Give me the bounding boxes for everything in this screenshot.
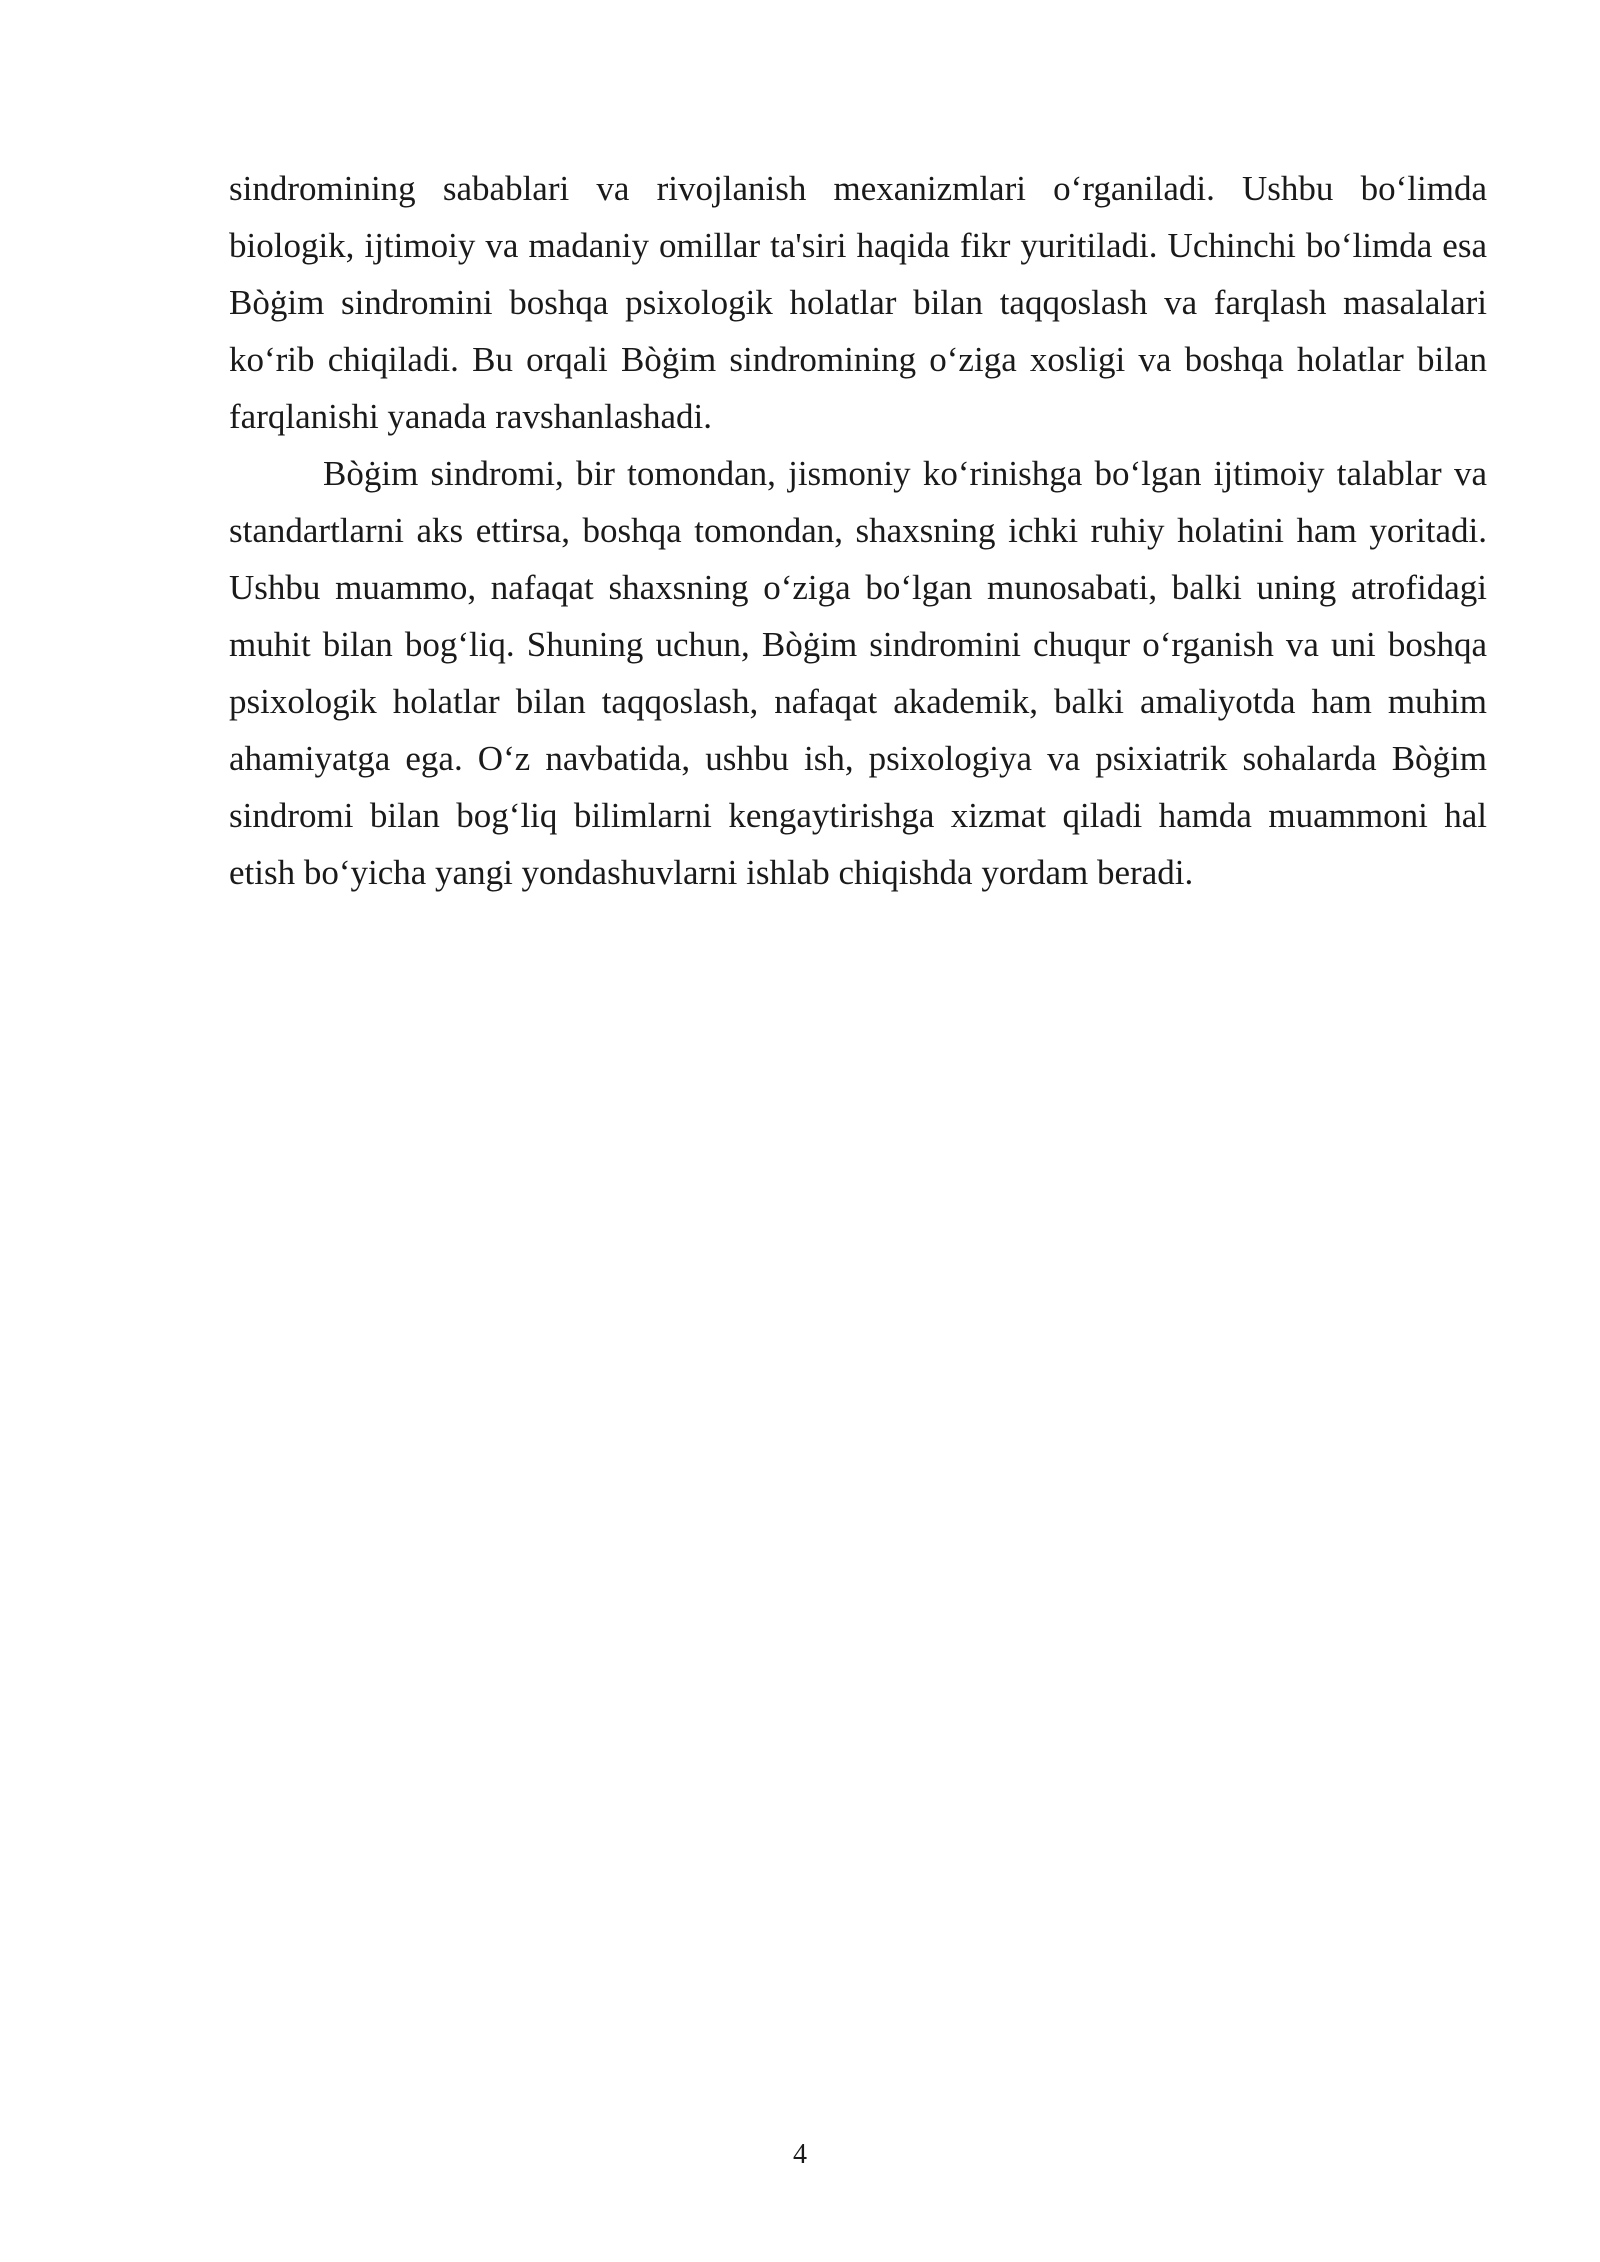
page-number: 4 — [793, 2139, 807, 2170]
paragraph-1: sindromining sabablari va rivojlanish mexanizmlari o‘rganiladi. Ushbu bo‘limda biologik, ijtimoiy va madaniy omillar ta'siri haqida fikr yuritiladi. Uchinchi bo‘limda esa Bòġim sindromini boshqa psixologik holatlar bilan taqqoslash va farqlash masalalari ko‘rib chiqiladi. Bu orqali Bòġim sindromining o‘ziga xosligi va boshqa holatlar bilan farqlanishi yanada ravshanlashadi. — [229, 169, 1487, 436]
body-text — [229, 160, 1487, 901]
paragraph-2: Bòġim sindromi, bir tomondan, jismoniy ko‘rinishga bo‘lgan ijtimoiy talablar va standartlarni aks ettirsa, boshqa tomondan, shaxsning ichki ruhiy holatini ham yoritadi. Ushbu muammo, nafaqat shaxsning o‘ziga bo‘lgan munosabati, balki uning atrofidagi muhit bilan bog‘liq. Shuning uchun, Bòġim sindromini chuqur o‘rganish va uni boshqa psixologik holatlar bilan taqqoslash, nafaqat akademik, balki amaliyotda ham muhim ahamiyatga ega. O‘z navbatida, ushbu ish, psixologiya va psixiatrik sohalarda Bòġim sindromi bilan bog‘liq bilimlarni kengaytirishga xizmat qiladi hamda muammoni hal etish bo‘yicha yangi yondashuvlarni ishlab chiqishda yordam beradi. — [229, 454, 1487, 892]
